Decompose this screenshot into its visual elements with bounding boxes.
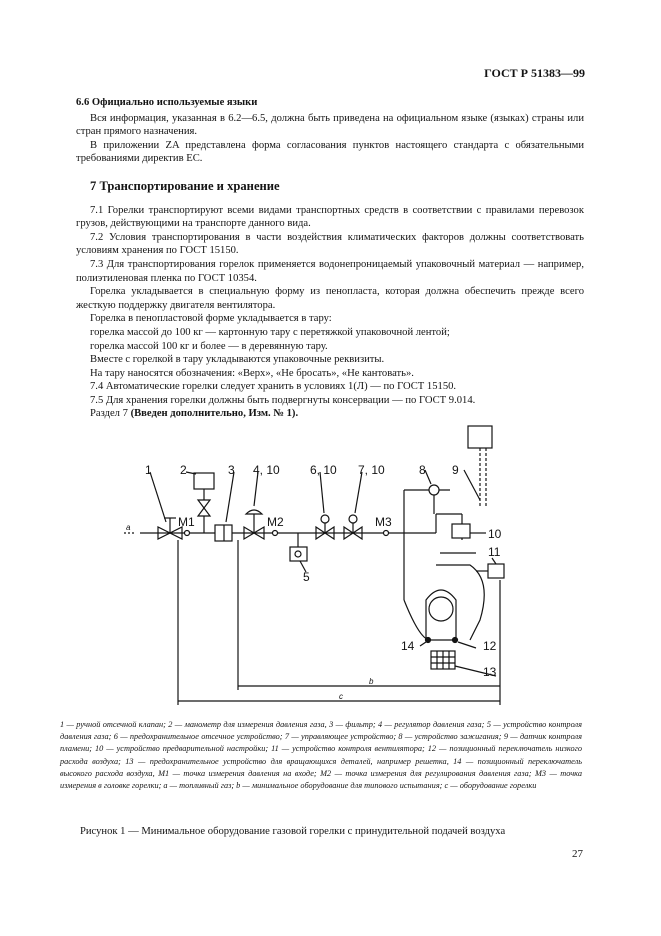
page-number: 27 — [572, 848, 583, 860]
label-12: 12 — [483, 639, 497, 653]
safety-shutoff-6 — [316, 472, 334, 539]
label-gas-a: a — [126, 523, 131, 532]
fan-impeller — [426, 590, 456, 640]
label-10: 10 — [488, 527, 502, 541]
control-valve-7 — [344, 472, 362, 539]
section-6-6-title: 6.6 Официально используемые языки — [76, 97, 258, 108]
paragraph: Горелка укладывается в специальную форму из пенопласта, которая должна обеспечить прежде всего жесткую поддержку двигателя вентилятора. — [76, 286, 584, 311]
ignition-device-8 — [425, 470, 439, 514]
leader-12 — [458, 642, 476, 648]
paragraph: Вся информация, указанная в 6.2—6.5, должна быть приведена на официальном языке (языках) страны или стран прямого назначения. — [76, 112, 584, 138]
label-11: 11 — [488, 545, 501, 559]
document-header-id: ГОСТ Р 51383—99 — [484, 66, 585, 80]
label-m3: M3 — [375, 515, 392, 529]
label-9: 9 — [452, 463, 459, 477]
measuring-point-m2 — [273, 531, 278, 536]
label-1: 1 — [145, 463, 152, 477]
burner-housing — [404, 490, 484, 640]
paragraph: горелка массой до 100 кг — картонную тару с перетяжкой упаковочной лентой; — [90, 326, 450, 338]
figure-caption: Рисунок 1 — Минимальное оборудование газовой горелки с принудительной подачей воздуха — [80, 826, 506, 837]
razdel-label: Раздел 7 — [90, 408, 128, 420]
paragraph-7-5: 7.5 Для хранения горелки должны быть подвергнуты консервации — по ГОСТ 9.014. — [90, 394, 476, 406]
figure-legend: 1 — ручной отсечной клапан; 2 — манометр для измерения давления газа, 3 — фильтр; 4 — регулятор давления газа; 5 — устройство контроля давления газа; 6 — предохранительное отсечное устройство; 7 — управляющее устройство; 8 — устройство зажигания; 9 — датчик контроля пламени; 10 — устройство предварительной настройки; 11 — устройство контроля вентилятора; 12 — позиционный переключатель низкого расхода воздуха; 13 — предохранительное устройство для вращающихся деталей, например решетка, 14 — позиционный переключатель высокого расхода воздуха, M1 — точка измерения давления на входе; M2 — точка измерения для регулирования давления газа; M3 — точка измерения в головке горелки; a — топливный газ; b — минимальное оборудование для типового испытания; c — оборудование горелки — [60, 720, 582, 791]
label-2: 2 — [180, 463, 187, 477]
paragraph-7-2: 7.2 Условия транспортирования в части воздействия климатических факторов должны соответствовать условиям хранения по ГОСТ 15150. — [76, 231, 584, 257]
high-air-switch-14 — [426, 638, 431, 643]
measuring-point-m1 — [185, 531, 190, 536]
label-14: 14 — [401, 639, 415, 653]
label-7-10: 7, 10 — [358, 463, 385, 477]
label-dim-c: c — [339, 692, 343, 701]
label-4-10: 4, 10 — [253, 463, 280, 477]
razdel-amendment: (Введен дополнительно, Изм. № 1). — [130, 408, 299, 420]
label-5: 5 — [303, 570, 310, 584]
preset-device-10 — [452, 524, 486, 538]
paragraph: В приложении ZA представлена форма согласования пунктов настоящего стандарта с обязательными требованиями директив ЕС. — [76, 139, 584, 165]
low-air-switch-12 — [453, 638, 458, 643]
paragraph: горелка массой 100 кг и более — в деревянную тару. — [90, 340, 328, 352]
pressure-switch-5 — [290, 533, 307, 572]
label-m2: M2 — [267, 515, 284, 529]
paragraph-7-3: 7.3 Для транспортирования горелок применяется водонепроницаемый упаковочный материал — например, полиэтиленовая пленка по ГОСТ 10354. — [76, 258, 584, 284]
label-dim-b: b — [369, 677, 374, 686]
label-m1: M1 — [178, 515, 195, 529]
paragraph: Вместе с горелкой в тару укладываются упаковочные реквизиты. — [90, 354, 385, 366]
label-8: 8 — [419, 463, 426, 477]
gas-regulator-4 — [244, 472, 264, 539]
paragraph-7-4: 7.4 Автоматические горелки следует хранить в условиях 1(Л) — по ГОСТ 15150. — [90, 381, 457, 393]
filter-3 — [215, 472, 234, 541]
label-13: 13 — [483, 665, 497, 679]
flame-sensor-9 — [464, 426, 492, 506]
fan-monitor-11 — [476, 558, 504, 578]
paragraph: Горелка в пенопластовой форме укладывается в тару: — [90, 313, 332, 325]
label-3: 3 — [228, 463, 235, 477]
measuring-point-m3 — [384, 531, 389, 536]
paragraph-7-1: 7.1 Горелки транспортируют всеми видами транспортных средств в соответствии с правилами перевозок грузов, действующими на транспорте данного вида. — [76, 204, 584, 230]
paragraph: На тару наносятся обозначения: «Верх», «Не бросать», «Не кантовать». — [90, 367, 414, 379]
label-6-10: 6, 10 — [310, 463, 337, 477]
section-7-title: 7 Транспортирование и хранение — [90, 178, 280, 193]
leader-14 — [420, 642, 426, 646]
